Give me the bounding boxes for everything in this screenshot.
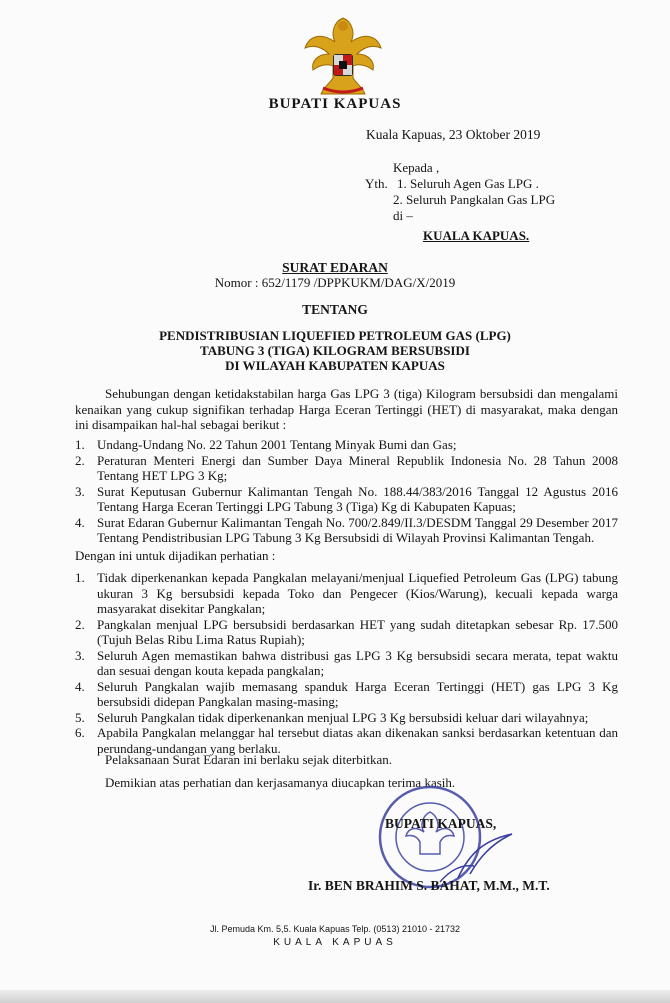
circular-number: Nomor : 652/1179 /DPPKUKM/DAG/X/2019 bbox=[214, 275, 456, 290]
list-item: 2. Pangkalan menjual LPG bersubsidi berdasarkan HET yang sudah ditetapkan sebesar Rp. 17.500 (Tujuh Belas Ribu Lima Ratus Rupiah); bbox=[75, 616, 618, 647]
recipient-to: Kepada , bbox=[393, 160, 440, 175]
signatory-name: Ir. BEN BRAHIM S. BAHAT, M.M., M.T. bbox=[308, 878, 550, 893]
list-item: 1. Undang-Undang No. 22 Tahun 2001 Tentang Minyak Bumi dan Gas; bbox=[75, 437, 457, 452]
list-item: 1. Tidak diperkenankan kepada Pangkalan melayani/menjual Liquefied Petroleum Gas (LPG) tabung ukuran 3 Kg bersubsidi kepada Toko dan Pengecer (Kios/Warung), kecuali kepada warga masyarakat disekitar Pangkalan; bbox=[75, 570, 618, 616]
subject-heading bbox=[0, 328, 670, 373]
subject-line-2: TABUNG 3 (TIGA) KILOGRAM BERSUBSIDI bbox=[200, 343, 470, 358]
list-item: 5. Seluruh Pangkalan tidak diperkenankan menjual LPG 3 Kg bersubsidi keluar dari wilayahnya; bbox=[75, 709, 589, 725]
circular-title: SURAT EDARAN bbox=[282, 260, 388, 275]
list-item: 4. Surat Edaran Gubernur Kalimantan Tengah No. 700/2.849/II.3/DESDM Tanggal 29 Desember 2017 Tentang Pendistribusian LPG Tabung 3 Kg Bersubsidi di Wilayah Provinsi Kalimantan Tengah. bbox=[75, 514, 618, 545]
official-stamp-icon bbox=[370, 782, 520, 892]
subject-line-3: DI WILAYAH KABUPATEN KAPUAS bbox=[225, 358, 445, 373]
recipient-di: di – bbox=[393, 208, 413, 223]
attention-intro: Dengan ini untuk dijadikan perhatian : bbox=[75, 548, 276, 563]
points-list bbox=[75, 570, 618, 756]
recipient-block bbox=[365, 160, 555, 244]
footer-address: Jl. Pemuda Km. 5,5. Kuala Kapuas Telp. (0513) 21010 - 21732 bbox=[210, 924, 460, 934]
recipient-item-2: 2. Seluruh Pangkalan Gas LPG bbox=[393, 192, 556, 207]
list-item: 4. Seluruh Pangkalan wajib memasang spanduk Harga Eceran Tertinggi (HET) gas LPG 3 Kg bersubsidi didepan Pangkalan masing-masing; bbox=[75, 678, 618, 709]
yth-label: Yth. bbox=[365, 176, 388, 191]
list-item: 6. Apabila Pangkalan melanggar hal tersebut diatas akan dikenakan sanksi berdasarkan ketentuan dan perundang-undangan yang berlaku. bbox=[75, 725, 618, 756]
recipient-item-1-text: 1. Seluruh Agen Gas LPG . bbox=[397, 176, 539, 191]
recipient-city: KUALA KAPUAS. bbox=[423, 228, 530, 243]
garuda-emblem-icon bbox=[303, 14, 383, 96]
closing-paragraph: Demikian atas perhatian dan kerjasamanya diucapkan terima kasih. bbox=[105, 775, 456, 790]
effective-paragraph: Pelaksanaan Surat Edaran ini berlaku sejak diterbitkan. bbox=[105, 752, 392, 767]
reference-list bbox=[75, 437, 618, 546]
date-line: Kuala Kapuas, 23 Oktober 2019 bbox=[366, 127, 541, 142]
subject-line-1: PENDISTRIBUSIAN LIQUEFIED PETROLEUM GAS (LPG) bbox=[159, 328, 511, 343]
recipient-item-1 bbox=[365, 176, 555, 192]
scan-edge bbox=[0, 990, 670, 1003]
regent-title: BUPATI KAPUAS bbox=[268, 96, 402, 112]
footer-city: KUALA KAPUAS bbox=[273, 937, 397, 948]
list-item: 3. Surat Keputusan Gubernur Kalimantan Tengah No. 188.44/383/2016 Tanggal 12 Agustus 2016 Tentang Harga Eceran Tertinggi LPG Tabung 3 (Tiga) Kg di Kabupaten Kapuas; bbox=[75, 483, 618, 514]
list-item: 3. Seluruh Agen memastikan bahwa distribusi gas LPG 3 Kg bersubsidi secara merata, tepat waktu dan sesuai dengan kouta kepada pangkalan; bbox=[75, 647, 618, 678]
intro-paragraph: Sehubungan dengan ketidakstabilan harga Gas LPG 3 (tiga) Kilogram bersubsidi dan mengalami kenaikan yang cukup signifikan terhadap Harga Eceran Tertinggi (HET) di masyarakat, maka dengan ini disampaikan hal-hal sebagai berikut : bbox=[75, 386, 618, 432]
tentang-heading: TENTANG bbox=[302, 302, 368, 317]
signature-title: BUPATI KAPUAS, bbox=[385, 816, 497, 831]
list-item: 2. Peraturan Menteri Energi dan Sumber Daya Mineral Republik Indonesia No. 28 Tahun 2008 Tentang HET LPG 3 Kg; bbox=[75, 452, 618, 483]
